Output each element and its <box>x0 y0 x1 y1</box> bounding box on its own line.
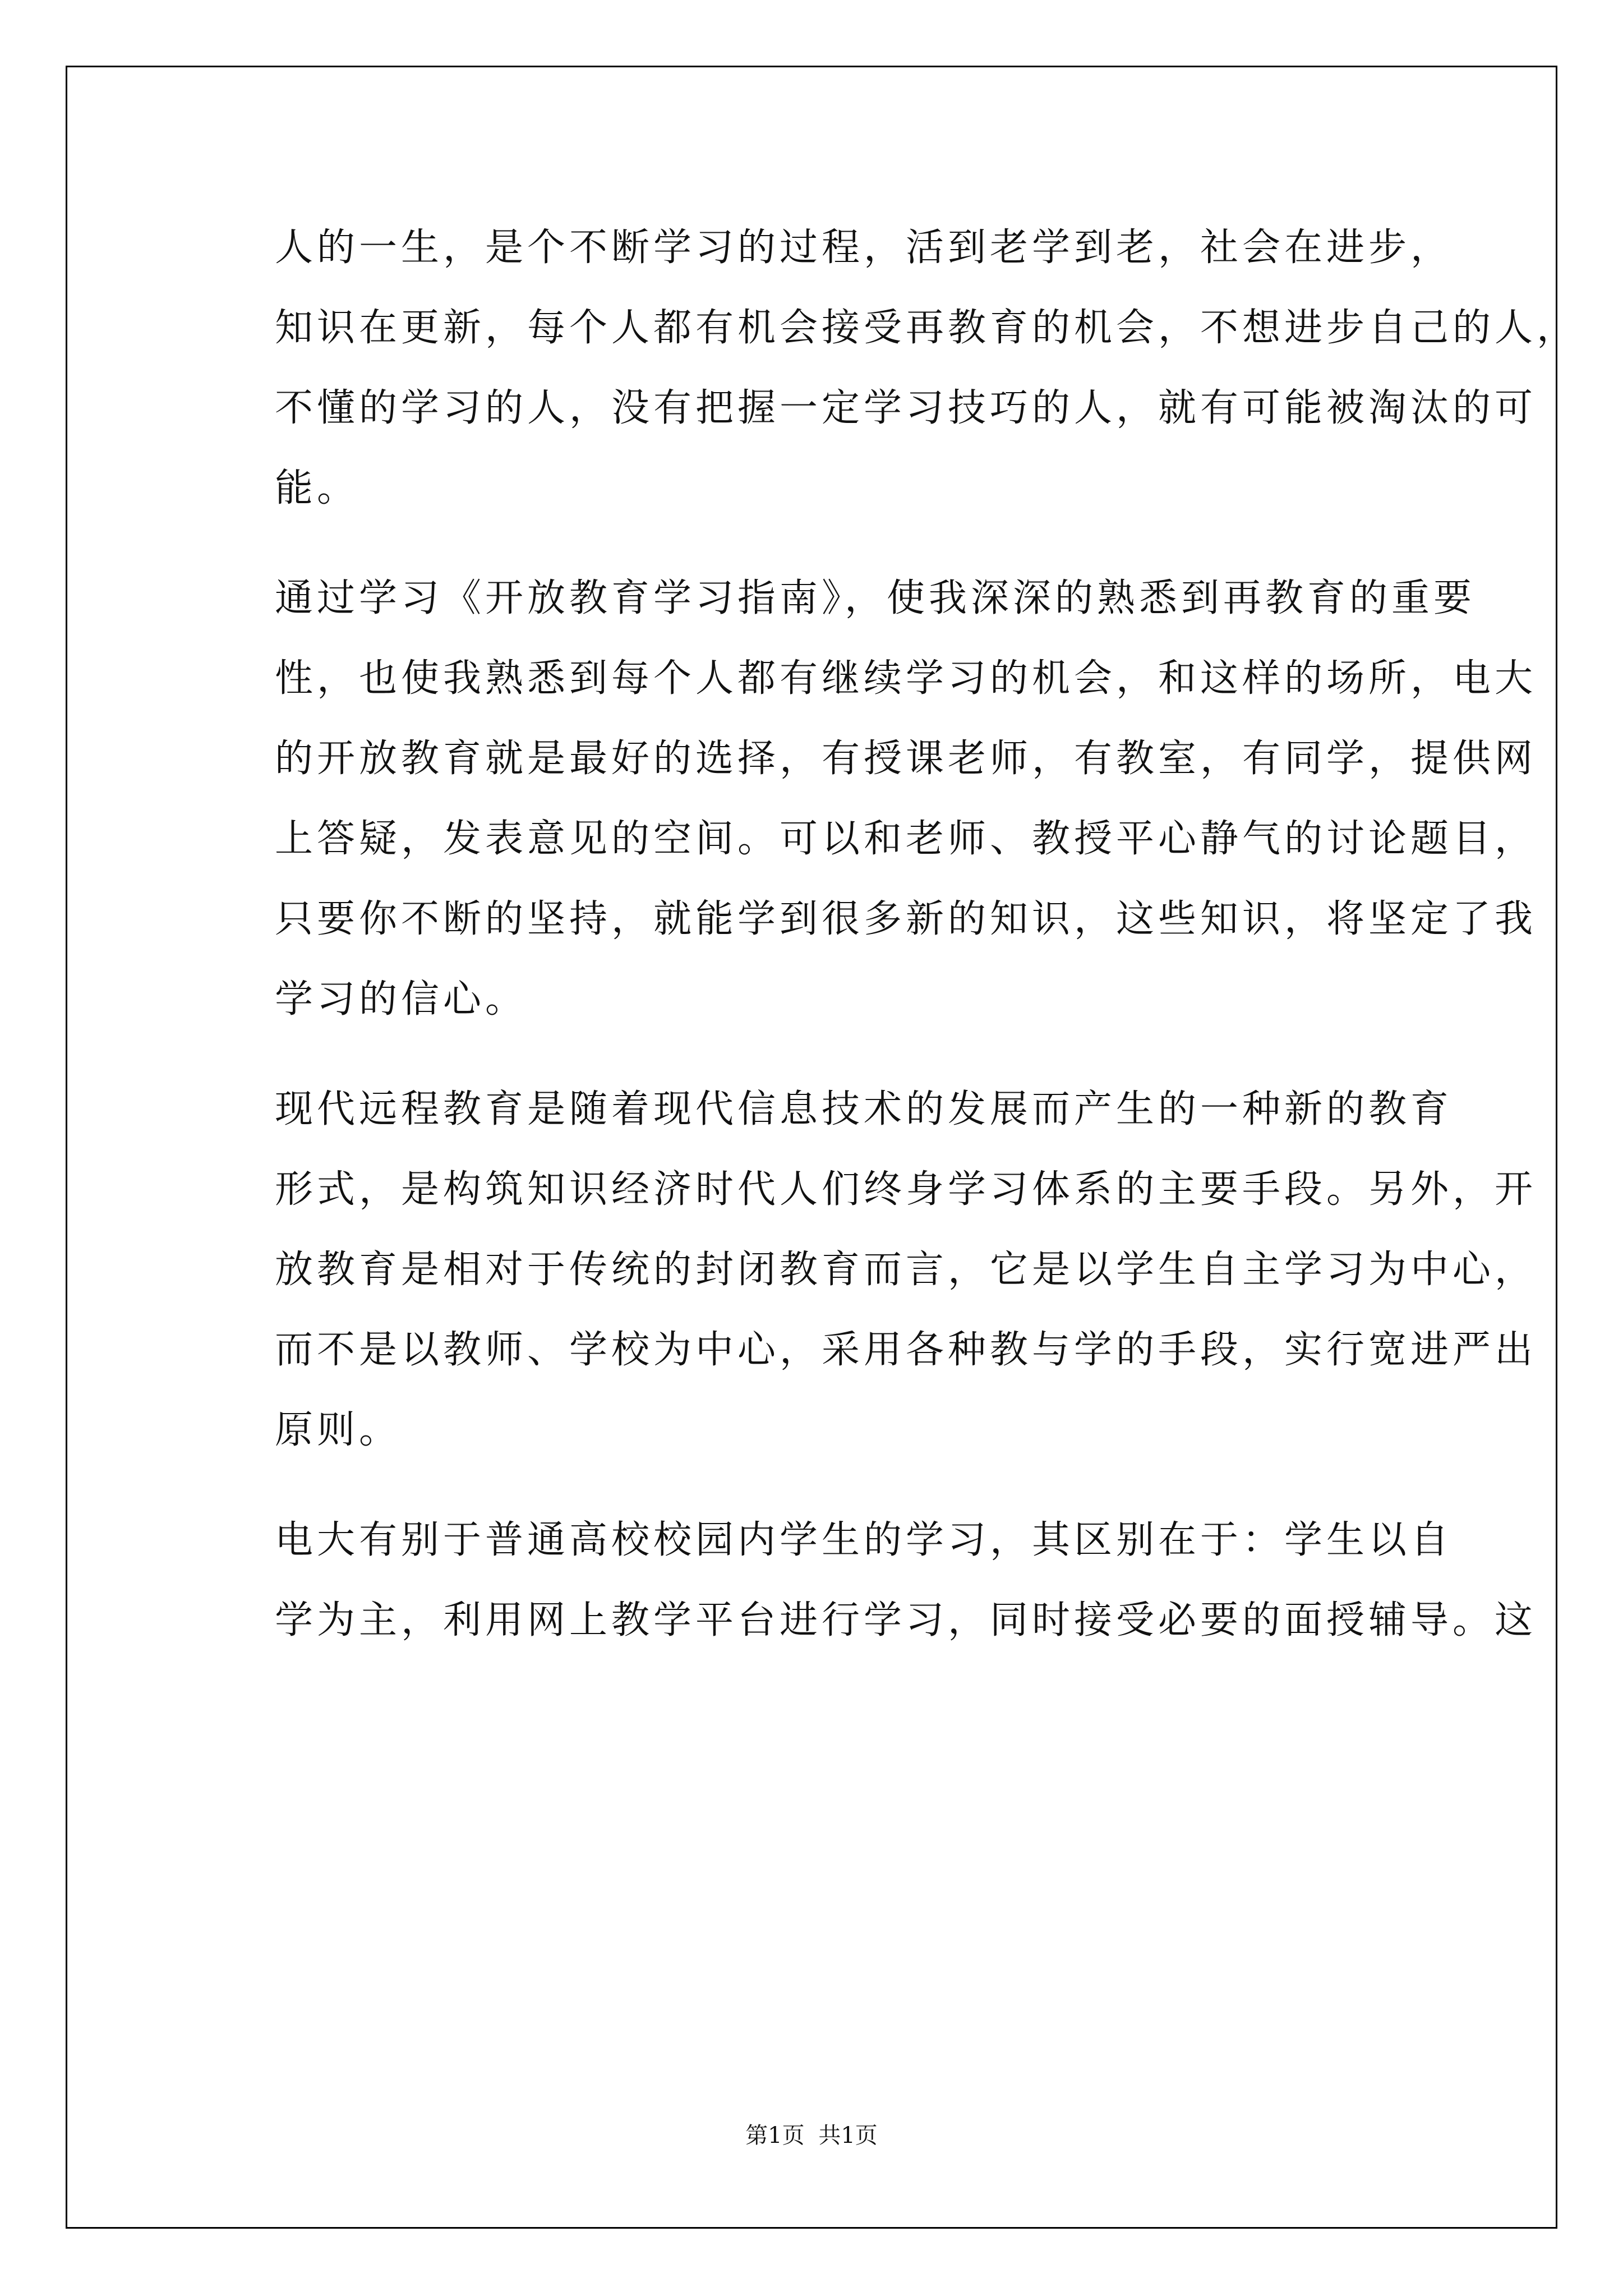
paragraph-2 <box>199 558 1537 1039</box>
text-line: 原则。 <box>275 1408 402 1452</box>
total-pages: 共1页 <box>818 2123 878 2148</box>
text-line: 知识在更新，每个人都有机会接受再教育的机会，不想进步自己的人， <box>275 306 1579 350</box>
text-line: 学习的信心。 <box>275 977 528 1022</box>
text-line: 电大有别于普通高校校园内学生的学习，其区别在于：学生以自 <box>275 1518 1453 1562</box>
text-line: 放教育是相对于传统的封闭教育而言，它是以学生自主学习为中心， <box>275 1248 1537 1292</box>
text-line: 的开放教育就是最好的选择，有授课老师，有教室，有同学，提供网 <box>275 737 1537 781</box>
paragraph-1 <box>199 208 1579 528</box>
paragraph-3 <box>199 1069 1537 1470</box>
text-line: 只要你不断的坚持，就能学到很多新的知识，这些知识，将坚定了我 <box>275 897 1537 941</box>
page-number: 第1页 <box>745 2123 805 2148</box>
text-line: 不懂的学习的人，没有把握一定学习技巧的人，就有可能被淘汰的可 <box>275 386 1537 430</box>
text-line: 现代远程教育是随着现代信息技术的发展而产生的一种新的教育 <box>275 1087 1453 1131</box>
text-line: 能。 <box>275 466 359 510</box>
text-line: 上答疑，发表意见的空间。可以和老师、教授平心静气的讨论题目， <box>275 817 1537 861</box>
document-body <box>199 208 1579 1690</box>
text-line: 学为主，利用网上教学平台进行学习，同时接受必要的面授辅导。这 <box>275 1598 1537 1642</box>
page-footer <box>0 2118 1623 2150</box>
text-line: 人的一生，是个不断学习的过程，活到老学到老，社会在进步， <box>275 226 1453 270</box>
text-line: 性，也使我熟悉到每个人都有继续学习的机会，和这样的场所，电大 <box>275 656 1537 701</box>
text-line: 通过学习《开放教育学习指南》，使我深深的熟悉到再教育的重要 <box>275 576 1476 620</box>
text-line: 而不是以教师、学校为中心，采用各种教与学的手段，实行宽进严出 <box>275 1328 1537 1372</box>
text-line: 形式，是构筑知识经济时代人们终身学习体系的主要手段。另外，开 <box>275 1167 1537 1212</box>
paragraph-4 <box>199 1500 1537 1660</box>
